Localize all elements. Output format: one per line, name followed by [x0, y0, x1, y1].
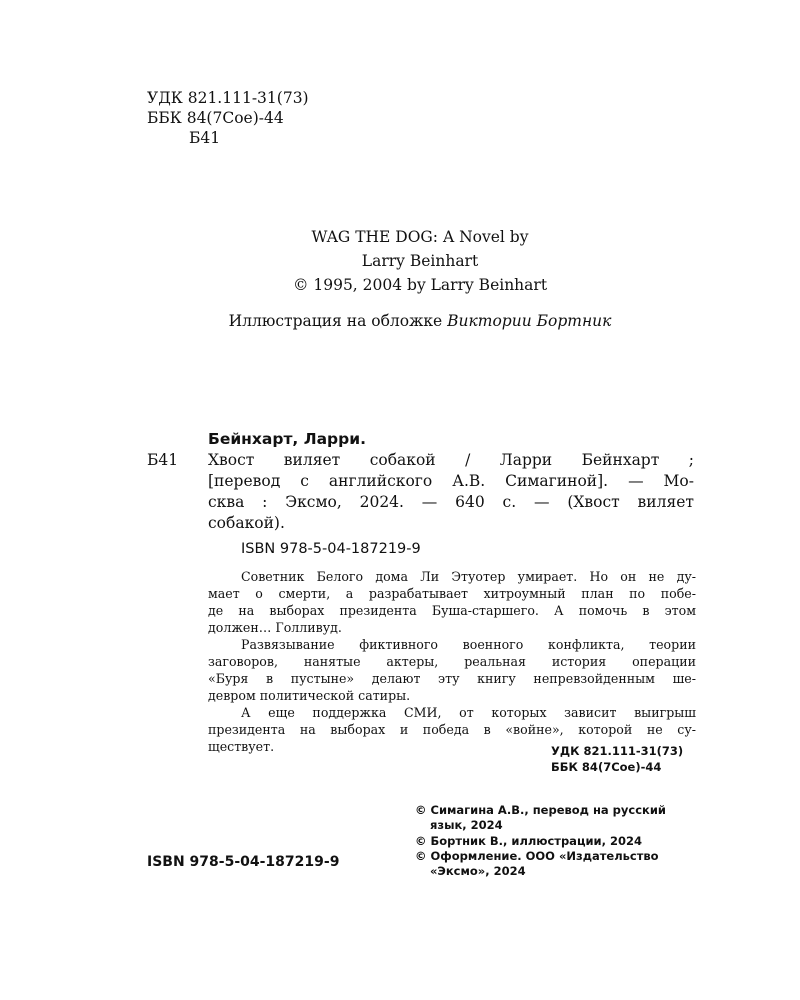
catalog-description-line: Хвост виляет собакой / Ларри Бейнхарт ;	[208, 451, 694, 469]
annotation-line: мает о смерти, а разрабатывает хитроумный план по побе-	[208, 586, 696, 601]
annotation-line: Развязывание фиктивного военного конфликта, теории	[241, 637, 696, 652]
illustration-artist: Виктории Бортник	[447, 312, 612, 330]
annotation-line: девром политической сатиры.	[208, 688, 411, 703]
copyright-line: © Оформление. ООО «Издательство	[415, 849, 659, 863]
annotation-line: Советник Белого дома Ли Этуотер умирает. Но он не ду-	[241, 569, 696, 584]
illustration-prefix: Иллюстрация на обложке	[228, 312, 448, 330]
catalog-description-line: [перевод с английского А.В. Симагиной]. — Мо-	[208, 472, 694, 490]
bottom-udk-code: УДК 821.111-31(73)	[551, 744, 684, 758]
annotation-line: президента на выборах и победа в «войне», которой не су-	[208, 722, 696, 737]
bottom-isbn: ISBN 978-5-04-187219-9	[147, 854, 340, 870]
catalog-author: Бейнхарт, Ларри.	[208, 430, 366, 448]
catalog-description-line: сква : Эксмо, 2024. — 640 с. — (Хвост виляет	[208, 493, 694, 511]
annotation-line: должен… Голливуд.	[208, 620, 342, 635]
original-title-line1: WAG THE DOG: A Novel by	[311, 228, 529, 246]
annotation-line: А еще поддержка СМИ, от которых зависит выигрыш	[241, 705, 696, 720]
original-copyright: © 1995, 2004 by Larry Beinhart	[292, 276, 548, 294]
catalog-isbn: ISBN 978-5-04-187219-9	[241, 541, 421, 557]
catalog-code: Б41	[147, 451, 179, 469]
annotation-line: заговоров, нанятые актеры, реальная история операции	[208, 654, 696, 669]
illustration-credit	[0, 312, 800, 330]
copyright-line: © Симагина А.В., перевод на русский	[415, 803, 666, 817]
catalog-description-line: собакой).	[208, 514, 285, 532]
original-title-line2: Larry Beinhart	[361, 252, 479, 270]
copyright-line: «Эксмо», 2024	[430, 864, 526, 878]
author-mark: Б41	[189, 129, 221, 147]
copyright-line: © Бортник В., иллюстрации, 2024	[415, 834, 642, 848]
copyright-line: язык, 2024	[430, 818, 503, 832]
bottom-bbk-code: ББК 84(7Сое)-44	[551, 760, 662, 774]
udk-code: УДК 821.111-31(73)	[147, 89, 309, 107]
annotation-line: де на выборах президента Буша-старшего. А помочь в этом	[208, 603, 696, 618]
bbk-code: ББК 84(7Сое)-44	[147, 109, 284, 127]
annotation-line: ществует.	[208, 739, 275, 754]
annotation-line: «Буря в пустыне» делают эту книгу непревзойденным ше-	[208, 671, 696, 686]
